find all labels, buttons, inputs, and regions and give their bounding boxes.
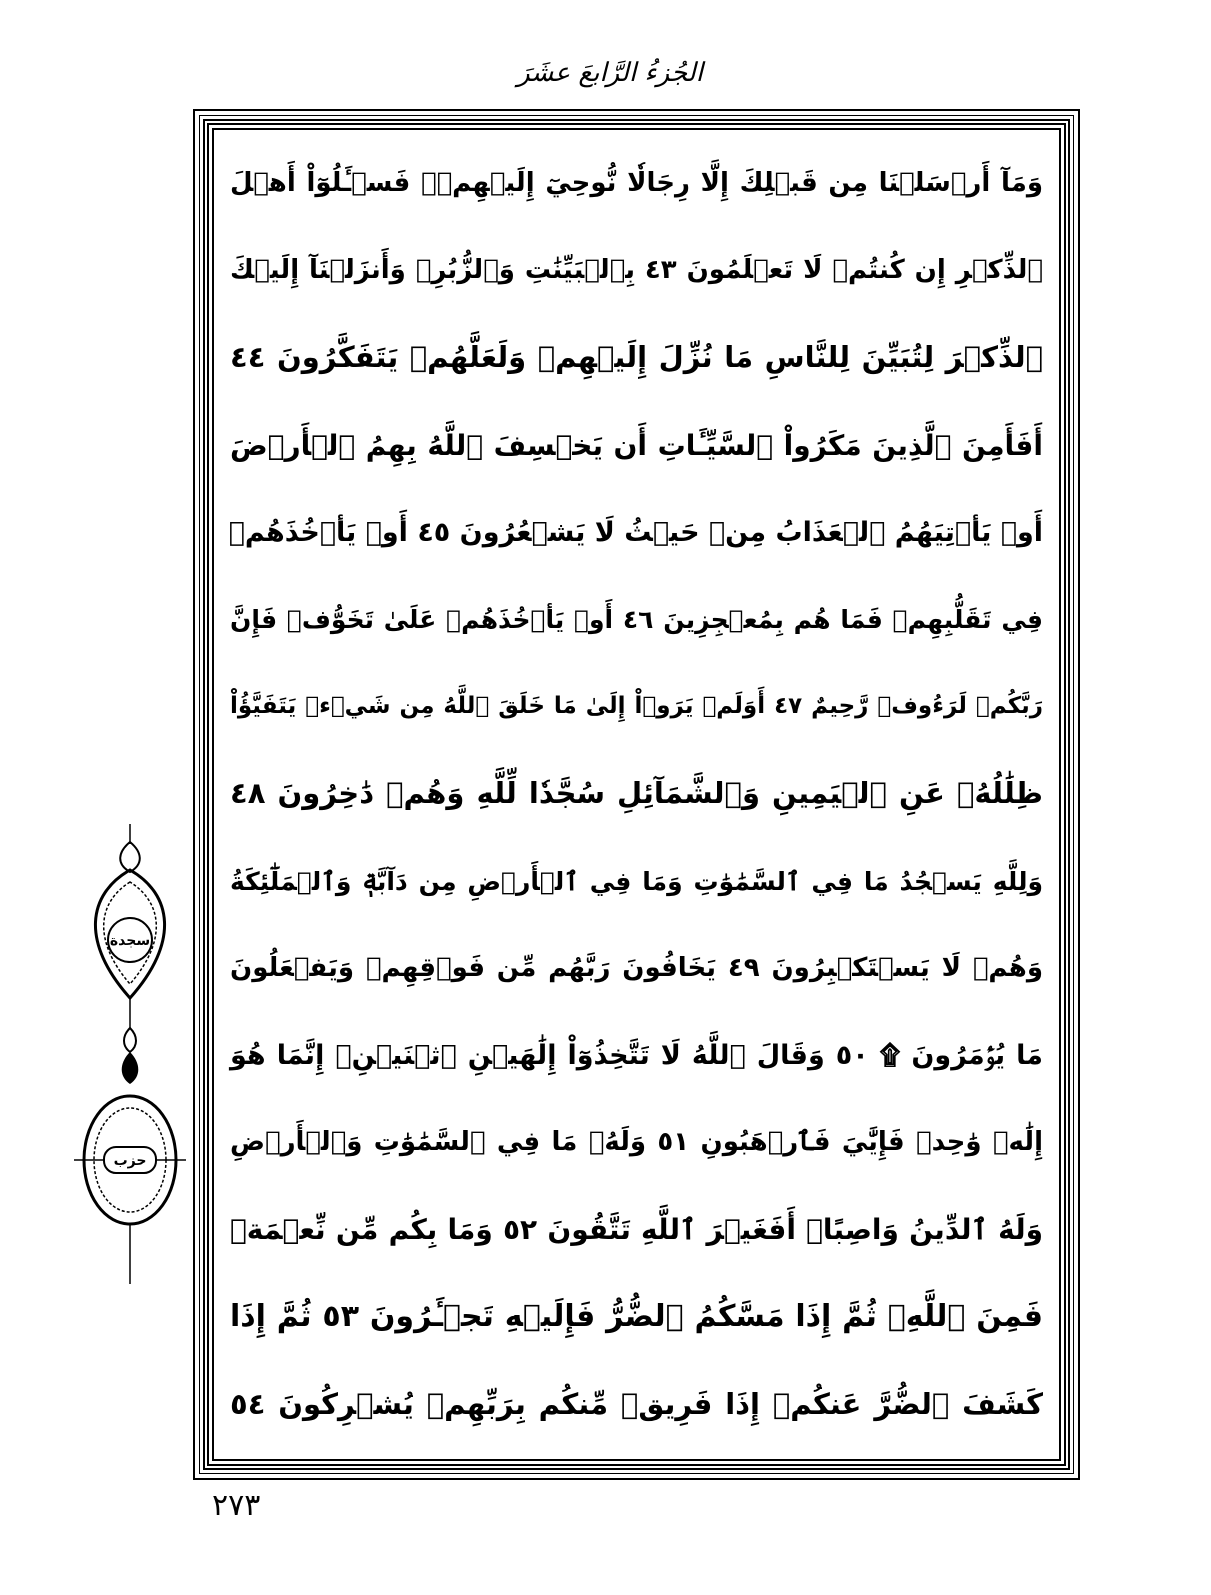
verse-line: فِي تَقَلُّبِهِمۡ فَمَا هُم بِمُعۡجِزِينَ ٤٦ أَوۡ يَأۡخُذَهُمۡ عَلَىٰ تَخَوُّفٖ فَإِنَّ	[230, 604, 1043, 634]
verse-line: ٱلذِّكۡرَ لِتُبَيِّنَ لِلنَّاسِ مَا نُزِّلَ إِلَيۡهِمۡ وَلَعَلَّهُمۡ يَتَفَكَّرُونَ ٤٤	[230, 340, 1043, 375]
verse-line: مَا يُؤۡمَرُونَ ۩ ٥٠ وَقَالَ ٱللَّهُ لَا تَتَّخِذُوٓاْ إِلَٰهَيۡنِ ٱثۡنَيۡنِۖ إِنَّمَا هُوَ	[230, 1039, 1043, 1071]
hizb-label: حزب	[113, 1153, 147, 1169]
verse-line: ٱلذِّكۡرِ إِن كُنتُمۡ لَا تَعۡلَمُونَ ٤٣ بِٱلۡبَيِّنَٰتِ وَٱلزُّبُرِۗ وَأَنزَلۡنَآ إِلَيۡكَ	[230, 255, 1043, 286]
verse-line: وَمَآ أَرۡسَلۡنَا مِن قَبۡلِكَ إِلَّا رِجَالٗا نُّوحِيٓ إِلَيۡهِمۡۖ فَسۡـَٔلُوٓاْ أَهۡلَ	[230, 168, 1043, 198]
sajda-label: سجدة	[109, 933, 151, 949]
verse-line: كَشَفَ ٱلضُّرَّ عَنكُمۡ إِذَا فَرِيقٞ مِّنكُم بِرَبِّهِمۡ يُشۡرِكُونَ ٥٤	[230, 1386, 1043, 1421]
verse-line: أَفَأَمِنَ ٱلَّذِينَ مَكَرُواْ ٱلسَّيِّـَٔاتِ أَن يَخۡسِفَ ٱللَّهُ بِهِمُ ٱلۡأَرۡضَ	[230, 428, 1043, 462]
juz-header: الجُزءُ الرَّابعَ عشَرَ	[517, 58, 703, 88]
verse-line: أَوۡ يَأۡتِيَهُمُ ٱلۡعَذَابُ مِنۡ حَيۡثُ لَا يَشۡعُرُونَ ٤٥ أَوۡ يَأۡخُذَهُمۡ	[228, 516, 1043, 548]
verse-line: وَلَهُ ٱلدِّينُ وَاصِبًاۚ أَفَغَيۡرَ ٱللَّهِ تَتَّقُونَ ٥٢ وَمَا بِكُم مِّن نِّعۡمَةٖ	[230, 1213, 1043, 1247]
page-number: ٢٧٣	[212, 1488, 261, 1523]
verse-line: وَلِلَّهِ يَسۡجُدُ مَا فِي ٱلسَّمَٰوَٰتِ وَمَا فِي ٱلۡأَرۡضِ مِن دَآبَّةٖ وَٱلۡمَلَٰٓئِكَةُ	[230, 866, 1043, 896]
verse-line: ظِلَٰلُهُۥ عَنِ ٱلۡيَمِينِ وَٱلشَّمَآئِلِ سُجَّدٗا لِّلَّهِ وَهُمۡ دَٰخِرُونَ ٤٨	[230, 776, 1043, 811]
verse-line: إِلَٰهٞ وَٰحِدٞ فَإِيَّٰيَ فَٱرۡهَبُونِ ٥١ وَلَهُۥ مَا فِي ٱلسَّمَٰوَٰتِ وَٱلۡأَرۡضِ	[230, 1127, 1043, 1158]
margin-ornaments	[70, 822, 190, 1292]
verse-text-block	[230, 140, 1043, 1450]
verse-line: رَبَّكُمۡ لَرَءُوفٞ رَّحِيمٌ ٤٧ أَوَلَمۡ يَرَوۡاْ إِلَىٰ مَا خَلَقَ ٱللَّهُ مِن شَيۡءٖ يَتَفَيَّؤُاْ	[230, 693, 1043, 720]
verse-line: فَمِنَ ٱللَّهِۖ ثُمَّ إِذَا مَسَّكُمُ ٱلضُّرُّ فَإِلَيۡهِ تَجۡـَٔرُونَ ٥٣ ثُمَّ إِذَا	[230, 1299, 1043, 1335]
sajda-ornament-icon	[95, 824, 164, 1028]
hizb-ornament-icon	[74, 1028, 186, 1284]
verse-line: وَهُمۡ لَا يَسۡتَكۡبِرُونَ ٤٩ يَخَافُونَ رَبَّهُم مِّن فَوۡقِهِمۡ وَيَفۡعَلُونَ	[230, 952, 1043, 983]
